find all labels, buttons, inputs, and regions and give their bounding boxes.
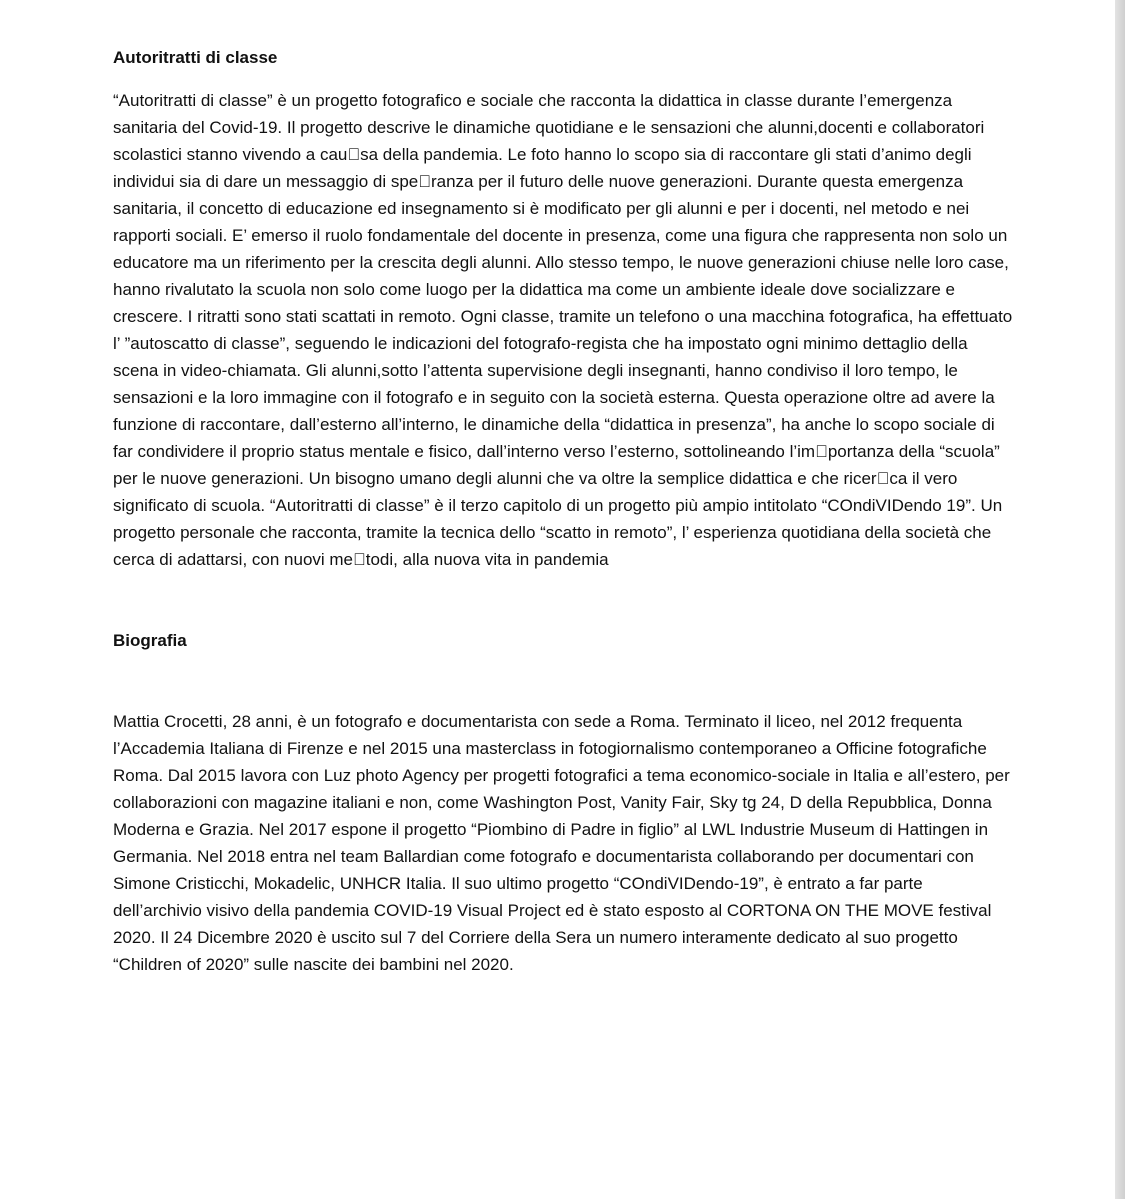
document-content xyxy=(113,44,1013,978)
section-title-biografia: Biografia xyxy=(113,631,187,650)
section-body-autoritratti: “Autoritratti di classe” è un progetto fotografico e sociale che racconta la didattica in classe durante l’emergenza sanitaria del Covid-19. Il progetto descrive le dinamiche quotidiane e le sensazioni che alunni,docenti e collaboratori scolastici stanno vivendo a cau sa della pandemia. Le foto hanno lo scopo sia di raccontare gli stati d’animo degli individui sia di dare un messaggio di spe ranza per il futuro delle nuove generazioni. Durante questa emergenza sanitaria, il concetto di educazione ed insegnamento si è modificato per gli alunni e per i docenti, nel metodo e nei rapporti sociali. E’ emerso il ruolo fondamentale del docente in presenza, come una figura che rappresenta non solo un educatore ma un riferimento per la crescita degli alunni. Allo stesso tempo, le nuove generazioni chiuse nelle loro case, hanno rivalutato la scuola non solo come luogo per la didattica ma come un ambiente ideale dove socializzare e crescere. I ritratti sono stati scattati in remoto. Ogni classe, tramite un telefono o una macchina fotografica, ha effettuato l’ ”autoscatto di classe”, seguendo le indicazioni del fotografo-regista che ha impostato ogni minimo dettaglio della scena in video-chiamata. Gli alunni,sotto l’attenta supervisione degli insegnanti, hanno condiviso il loro tempo, le sensazioni e la loro immagine con il fotografo e in seguito con la società esterna. Questa operazione oltre ad avere la funzione di raccontare, dall’esterno all’interno, le dinamiche della “didattica in presenza”, ha anche lo scopo sociale di far condividere il proprio status mentale e fisico, dall’interno verso l’esterno, sottolineando l’im portanza della “scuola” per le nuove generazioni. Un bisogno umano degli alunni che va oltre la semplice didattica e che ricer ca il vero significato di scuola. “Autoritratti di classe” è il terzo capitolo di un progetto più ampio intitolato “COndiVIDendo 19”. Un progetto personale che racconta, tramite la tecnica dello “scatto in remoto”, l’ esperienza quotidiana della società che cerca di adattarsi, con nuovi me todi, alla nuova vita in pandemia xyxy=(113,91,1013,569)
page-edge xyxy=(1115,0,1125,1199)
section-title-autoritratti: Autoritratti di classe xyxy=(113,48,278,67)
section-body-biografia: Mattia Crocetti, 28 anni, è un fotografo e documentarista con sede a Roma. Terminato il liceo, nel 2012 frequenta l’Accademia Italiana di Firenze e nel 2015 una masterclass in fotogiornalismo contemporaneo a Officine fotografiche Roma. Dal 2015 lavora con Luz photo Agency per progetti fotografici a tema economico-sociale in Italia e all’estero, per collaborazioni con magazine italiani e non, come Washington Post, Vanity Fair, Sky tg 24, D della Repubblica, Donna Moderna e Grazia. Nel 2017 espone il progetto “Piombino di Padre in figlio” al LWL Industrie Museum di Hattingen in Germania. Nel 2018 entra nel team Ballardian come fotografo e documentarista collaborando per documentari con Simone Cristicchi, Mokadelic, UNHCR Italia. Il suo ultimo progetto “COndiVIDendo-19”, è entrato a far parte dell’archivio visivo della pandemia COVID-19 Visual Project ed è stato esposto al CORTONA ON THE MOVE festival 2020. Il 24 Dicembre 2020 è uscito sul 7 del Corriere della Sera un numero interamente dedicato al suo progetto “Children of 2020” sulle nascite dei bambini nel 2020. xyxy=(113,712,1010,974)
